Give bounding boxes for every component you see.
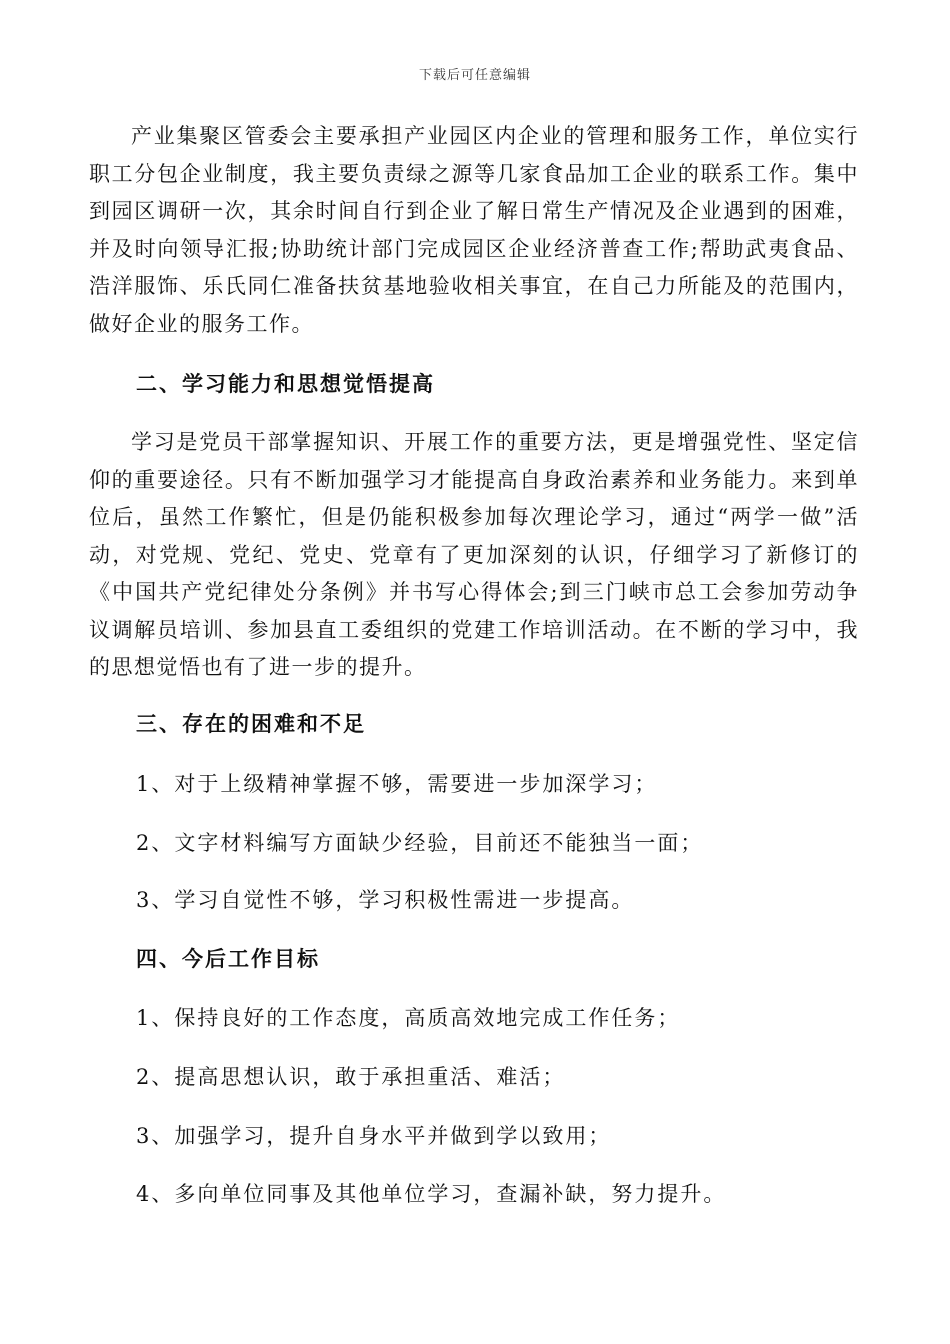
paragraph-text: 产业集聚区管委会主要承担产业园区内企业的管理和服务工作，单位实行职工分包企业制度，我主要负责绿之源等几家食品加工企业的联系工作。集中到园区调研一次，其余时间自行到企业了解日常生产情况及企业遇到的困难，并及时向领导汇报;协助统计部门完成园区企业经济普查工作;帮助武夷食品、浩洋服饰、乐氏同仁准备扶贫基地验收相关事宜，在自己力所能及的范围内，做好企业的服务工作。 <box>89 124 859 336</box>
page-header-note: 下载后可任意编辑 <box>418 68 531 83</box>
paragraph-learning <box>89 424 859 687</box>
section-2-heading: 二、学习能力和思想觉悟提高 <box>136 371 435 396</box>
goal-item-4: 4、多向单位同事及其他单位学习，查漏补缺，努力提升。 <box>136 1182 727 1206</box>
paragraph-text: 学习是党员干部掌握知识、开展工作的重要方法，更是增强党性、坚定信仰的重要途径。只有不断加强学习才能提高自身政治素养和业务能力。来到单位后，虽然工作繁忙，但是仍能积极参加每次理论学习，通过“两学一做”活动，对党规、党纪、党史、党章有了更加深刻的认识，仔细学习了新修订的《中国共产党纪律处分条例》并书写心得体会;到三门峡市总工会参加劳动争议调解员培训、参加县直工委组织的党建工作培训活动。在不断的学习中，我的思想觉悟也有了进一步的提升。 <box>89 430 859 679</box>
difficulty-item-1: 1、对于上级精神掌握不够，需要进一步加深学习； <box>136 772 658 796</box>
goal-item-3: 3、加强学习，提升自身水平并做到学以致用； <box>136 1124 612 1148</box>
section-3-heading: 三、存在的困难和不足 <box>136 711 366 736</box>
goal-item-1: 1、保持良好的工作态度，高质高效地完成工作任务； <box>136 1006 681 1030</box>
paragraph-work-duties <box>89 118 859 343</box>
difficulty-item-3: 3、学习自觉性不够，学习积极性需进一步提高。 <box>136 888 635 912</box>
goal-item-2: 2、提高思想认识，敢于承担重活、难活； <box>136 1065 566 1089</box>
difficulty-item-2: 2、文字材料编写方面缺少经验，目前还不能独当一面； <box>136 831 704 855</box>
section-4-heading: 四、今后工作目标 <box>136 946 320 971</box>
